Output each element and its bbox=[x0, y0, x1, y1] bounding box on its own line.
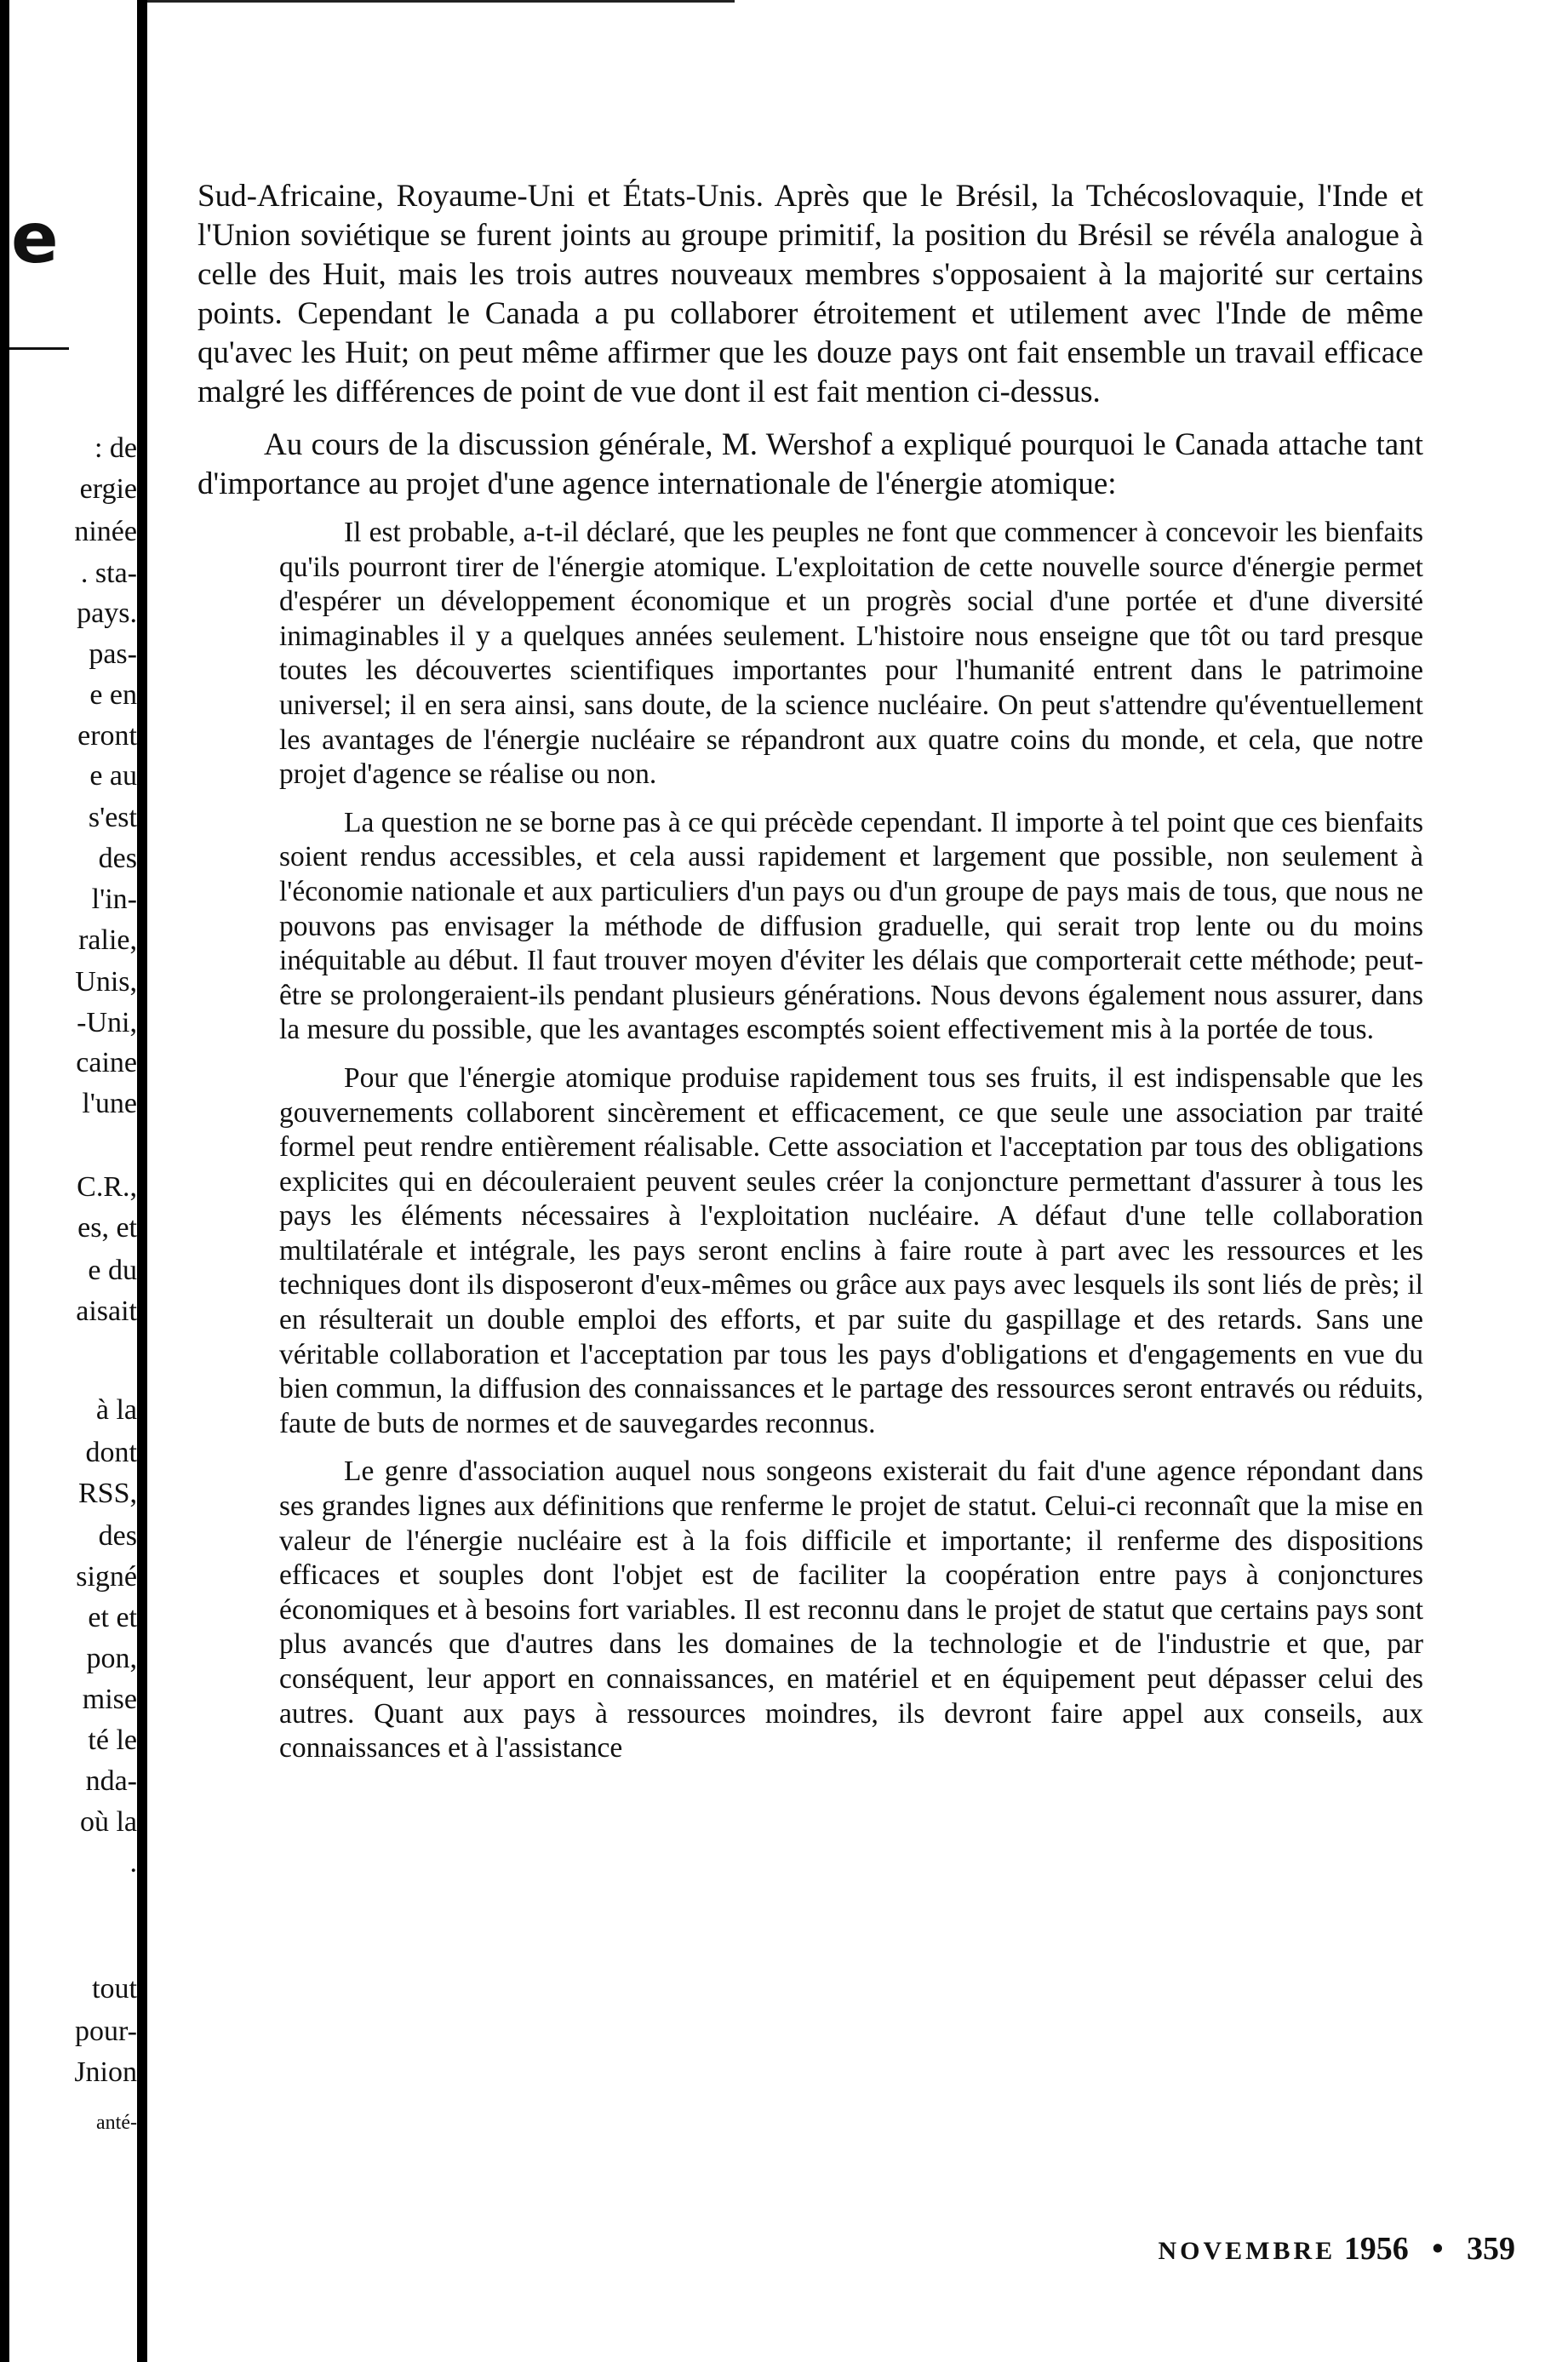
adjacent-page-margin bbox=[9, 0, 137, 2362]
margin-fragment: des bbox=[98, 1520, 137, 1552]
scan-binding-edge bbox=[0, 0, 9, 2362]
margin-fragment: . bbox=[129, 1847, 137, 1879]
margin-fragment: té le bbox=[88, 1724, 137, 1756]
paragraph-intro-quote: Au cours de la discussion générale, M. Wershof a expliqué pourquoi le Canada attache tant d'importance au projet d'une agence internationale de l'énergie atomique: bbox=[197, 427, 1423, 501]
margin-fragment: et et bbox=[88, 1602, 137, 1633]
margin-fragment: s'est bbox=[88, 802, 137, 833]
margin-fragment: ergie bbox=[79, 473, 137, 505]
margin-fragment: RSS, bbox=[78, 1478, 137, 1509]
margin-fragment: l'in- bbox=[91, 884, 137, 915]
margin-fragment: eront bbox=[77, 720, 137, 752]
margin-fragment: : de bbox=[94, 432, 137, 464]
margin-fragment: l'une bbox=[82, 1088, 137, 1119]
margin-fragment: pas- bbox=[89, 638, 137, 670]
margin-fragment: anté- bbox=[96, 2112, 137, 2134]
footer-year: 1956 bbox=[1343, 2231, 1409, 2267]
margin-fragment: ninée bbox=[74, 516, 137, 547]
quote-paragraph: Pour que l'énergie atomique produise rapidement tous ses fruits, il est indispensable que les gouvernements collaborent sincèrement et efficacement, ce que seule une association par traité formel peut rendre entièrement réalisable. Cette association et l'acceptation par tous des obligations explicites qui en découleraient peuvent seules créer la conjoncture permettant d'assurer à tous les pays les éléments nécessaires à l'exploitation nucléaire. A défaut d'une telle collaboration multilatérale et intégrale, les pays seront enclins à faire route à part avec les ressources et les techniques dont ils disposeront d'eux-mêmes ou grâce aux pays avec lesquels ils sont liés de près; il en résulterait un double emploi des efforts, et par suite du gaspillage et des retards. Sans une véritable collaboration et l'acceptation par tous les pays d'obligations et d'engagements en vue du bien commun, la diffusion des connaissances et le partage des ressources seront entravés ou réduits, faute de buts de normes et de sauvegardes reconnus. bbox=[279, 1061, 1423, 1439]
margin-fragment: à la bbox=[95, 1394, 137, 1426]
block-quote bbox=[279, 516, 1423, 1766]
margin-fragment: signé bbox=[76, 1561, 137, 1593]
margin-fragment: dont bbox=[85, 1437, 137, 1468]
quote-paragraph: La question ne se borne pas à ce qui précède cependant. Il importe à tel point que ces bienfaits soient rendus accessibles, et cela aussi rapidement et largement que possible, non seulement à l'économie nationale et aux particuliers d'un pays ou d'un groupe de pays mais de tous, que nous ne pouvons pas envisager la méthode de diffusion graduelle, qui serait trop lente ou du moins inéquitable au début. Il faut trouver moyen d'éviter les délais que comporterait cette méthode; peut-être se prolongeraient-ils pendant plusieurs générations. Nous devons également nous assurer, dans la mesure du possible, que les avantages escomptés soient effectivement mis à la portée de tous. bbox=[279, 806, 1423, 1046]
margin-fragment: Jnion bbox=[74, 2056, 137, 2088]
footer-separator: • bbox=[1432, 2231, 1444, 2267]
margin-fragment: mise bbox=[82, 1684, 137, 1715]
margin-fragment: e du bbox=[88, 1255, 137, 1286]
adjacent-rule bbox=[9, 347, 69, 350]
margin-fragment: où la bbox=[79, 1806, 137, 1838]
margin-fragment: pour- bbox=[75, 2016, 137, 2047]
margin-fragment: pon, bbox=[86, 1643, 137, 1674]
top-rule bbox=[147, 0, 735, 3]
margin-fragment: caine bbox=[76, 1047, 137, 1078]
page-footer bbox=[1159, 2230, 1516, 2268]
margin-fragment: nda- bbox=[85, 1765, 137, 1797]
article-body bbox=[197, 177, 1423, 1766]
gutter-line bbox=[137, 0, 147, 2362]
margin-fragment: tout bbox=[92, 1973, 137, 2005]
paragraph-continuation: Sud-Africaine, Royaume-Uni et États-Unis. Après que le Brésil, la Tchécoslovaquie, l'Inde et l'Union soviétique se furent joints au groupe primitif, la position du Brésil se révéla analogue à celle des Huit, mais les trois autres nouveaux membres s'opposaient à la majorité sur certains points. Cependant le Canada a pu collaborer étroitement et utilement avec l'Inde de même qu'avec les Huit; on peut même affirmer que les douze pays ont fait ensemble un travail efficace malgré les différences de point de vue dont il est fait mention ci-dessus. bbox=[197, 179, 1423, 409]
margin-fragment: -Uni, bbox=[77, 1007, 137, 1038]
margin-fragment: . sta- bbox=[80, 558, 137, 589]
margin-fragment: Unis, bbox=[75, 966, 137, 998]
margin-fragment: C.R., bbox=[77, 1171, 137, 1203]
quote-paragraph: Le genre d'association auquel nous songeons existerait du fait d'une agence répondant dans ses grandes lignes aux définitions que renferme le projet de statut. Celui-ci reconnaît que la mise en valeur de l'énergie nucléaire est à la fois difficile et importante; il renferme des dispositions efficaces et souples dont l'objet est de faciliter la coopération entre pays à conjonctures économiques et à besoins fort variables. Il est reconnu dans le projet de statut que certains pays sont plus avancés que d'autres dans les domaines de la technologie et de l'industrie et que, par conséquent, leur apport en connaissances, en matériel et en équipement peut dépasser celui des autres. Quant aux pays à ressources moindres, ils devront faire appel aux conseils, aux connaissances et à l'assistance bbox=[279, 1456, 1423, 1764]
adjacent-heading-letter: e bbox=[11, 198, 59, 279]
margin-fragment: es, et bbox=[77, 1212, 137, 1244]
margin-fragment: ralie, bbox=[78, 924, 137, 956]
margin-fragment: aisait bbox=[76, 1295, 137, 1327]
margin-fragment: e en bbox=[89, 679, 137, 711]
margin-fragment: des bbox=[98, 843, 137, 874]
footer-month: NOVEMBRE bbox=[1158, 2237, 1336, 2265]
margin-fragment: pays. bbox=[77, 598, 137, 629]
margin-fragment: e au bbox=[89, 760, 137, 792]
page-number: 359 bbox=[1467, 2231, 1515, 2267]
quote-paragraph: Il est probable, a-t-il déclaré, que les peuples ne font que commencer à concevoir les bienfaits qu'ils pourront tirer de l'énergie atomique. L'exploitation de cette nouvelle source d'énergie permet d'espérer un développement économique et un progrès social d'une portée et d'une diversité inimaginables il y a quelques années seulement. L'histoire nous enseigne que tôt ou tard presque toutes les découvertes scientifiques importantes pour l'humanité entrent dans le patrimoine universel; il en sera ainsi, sans doute, de la science nucléaire. On peut s'attendre qu'éventuellement les avantages de l'énergie nucléaire se répandront aux quatre coins du monde, et cela, que notre projet d'agence se réalise ou non. bbox=[279, 517, 1423, 791]
